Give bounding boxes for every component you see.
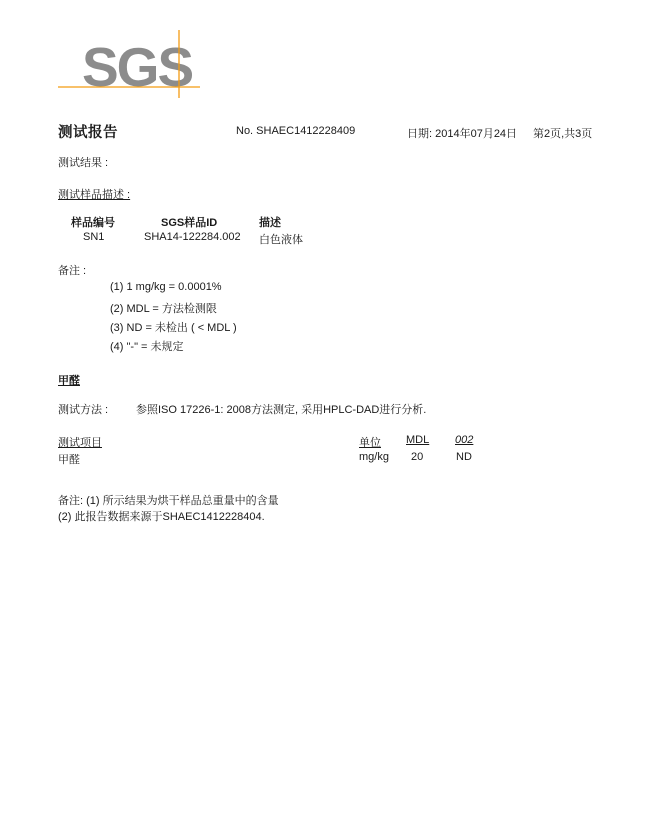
sample-description-heading: 测试样品描述 : bbox=[58, 189, 131, 201]
svg-text:SGS: SGS bbox=[82, 36, 193, 98]
sgs-logo bbox=[58, 30, 200, 98]
method-label: 测试方法 : bbox=[58, 404, 109, 416]
sample-column-header: 样品编号 bbox=[71, 217, 115, 229]
footnote: 备注: (1) 所示结果为烘干样品总重量中的含量 bbox=[58, 495, 279, 507]
results-cell-sample: ND bbox=[456, 451, 472, 463]
results-header-unit: 单位 bbox=[359, 437, 381, 449]
note-item: (4) "-" = 未规定 bbox=[110, 341, 184, 353]
note-item: (1) 1 mg/kg = 0.0001% bbox=[110, 281, 222, 293]
sample-cell-description: 白色液体 bbox=[259, 234, 303, 246]
note-item: (3) ND = 未检出 ( < MDL ) bbox=[110, 322, 237, 334]
results-cell-unit: mg/kg bbox=[359, 451, 389, 463]
results-header-item: 测试项目 bbox=[58, 437, 102, 449]
sample-cell-id: SHA14-122284.002 bbox=[144, 231, 241, 243]
report-number: No. SHAEC1412228409 bbox=[236, 125, 356, 137]
note-item: (2) MDL = 方法检测限 bbox=[110, 303, 217, 315]
method-text: 参照ISO 17226-1: 2008方法测定, 采用HPLC-DAD进行分析. bbox=[136, 404, 427, 416]
results-cell-item: 甲醛 bbox=[58, 454, 80, 466]
notes-label: 备注 : bbox=[58, 265, 87, 277]
page-indicator: 第2页,共3页 bbox=[533, 128, 593, 140]
results-label: 测试结果 : bbox=[58, 157, 109, 169]
results-cell-mdl: 20 bbox=[411, 451, 424, 463]
results-header-mdl: MDL bbox=[406, 434, 430, 446]
sample-column-header: 描述 bbox=[259, 217, 281, 229]
report-title: 测试报告 bbox=[58, 125, 118, 141]
footnote: (2) 此报告数据来源于SHAEC1412228404. bbox=[58, 511, 265, 523]
report-date: 日期: 2014年07月24日 bbox=[407, 128, 518, 140]
results-header-sample: 002 bbox=[455, 434, 474, 446]
analyte-heading: 甲醛 bbox=[58, 375, 80, 387]
sample-column-header: SGS样品ID bbox=[161, 217, 218, 229]
sample-cell-number: SN1 bbox=[83, 231, 105, 243]
